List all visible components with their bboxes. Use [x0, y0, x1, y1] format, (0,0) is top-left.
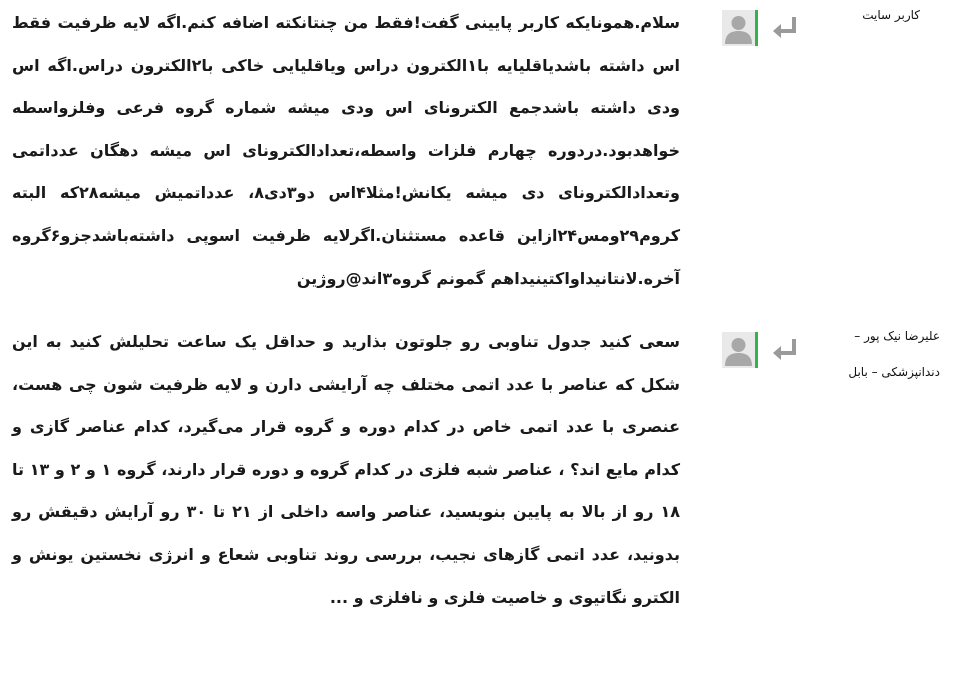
comment-text: سلام.همونایکه کاربر پایینی گفت!فقط من چنتانکته اضافه کنم.اگه لایه ظرفیت فقط اس داشته باشدیاقلیایه با۱الکترون دراس ویاقلیایی خاکی با۲الکترون دراس.اگه اس ودی داشته باشدجمع الکترونای اس ودی میشه شماره گروه فرعی وفلزواسطه خواهدبود.دردوره چهارم فلزات واسطه،تعدادالکترونای اس میشه دهگان عدداتمی وتعدادالکترونای دی میشه یکانش!مثلا۴اس دو۳دی۸، عدداتمیش میشه۲۸که البته کروم۲۹ومس۲۴ازاین قاعده مستثنان.اگرلایه ظرفیت اسوپی داشته‌باشدجزو۶گروه آخره.لانتانیداواکتینیداهم گمونم گروه۳اند@روژین [12, 13, 681, 288]
reply-arrow-icon[interactable] [770, 14, 800, 40]
comment-author [830, 323, 940, 385]
reply-arrow-icon[interactable] [770, 336, 800, 362]
comment-item [0, 318, 967, 618]
comment-author-name: علیرضا نیک پور – [854, 329, 940, 343]
user-avatar-icon [722, 332, 758, 368]
user-avatar-icon [722, 10, 758, 46]
comment-author-affiliation: دندانپزشکی – بابل [848, 365, 940, 379]
comment-item [0, 0, 967, 300]
comment-author: کاربر سایت [862, 8, 920, 22]
comment-text: سعی کنید جدول تناوبی رو جلوتون بذارید و حداقل یک ساعت تحلیلش کنید به این شکل که عناصر با عدد اتمی مختلف چه آرایشی دارن و لایه ظرفیت شون چی هست، عنصری با عدد اتمی خاص در کدام دوره و گروه قرار می‌گیرد، کدام عناصر گازی و کدام مایع اند؟ ، عناصر شبه فلزی در کدام گروه و دوره قرار دارند، گروه ۱ و ۲ و ۱۳ تا ۱۸ رو از بالا به پایین بنویسید، عناصر واسه داخلی از ۲۱ تا ۳۰ رو آرایش دقیقش رو بدونید، عدد اتمی گازهای نجیب، بررسی روند تناوبی شعاع و انرژی نخستین یونش و الکترو نگاتیوی و خاصیت فلزی و نافلزی و ... [12, 332, 681, 607]
